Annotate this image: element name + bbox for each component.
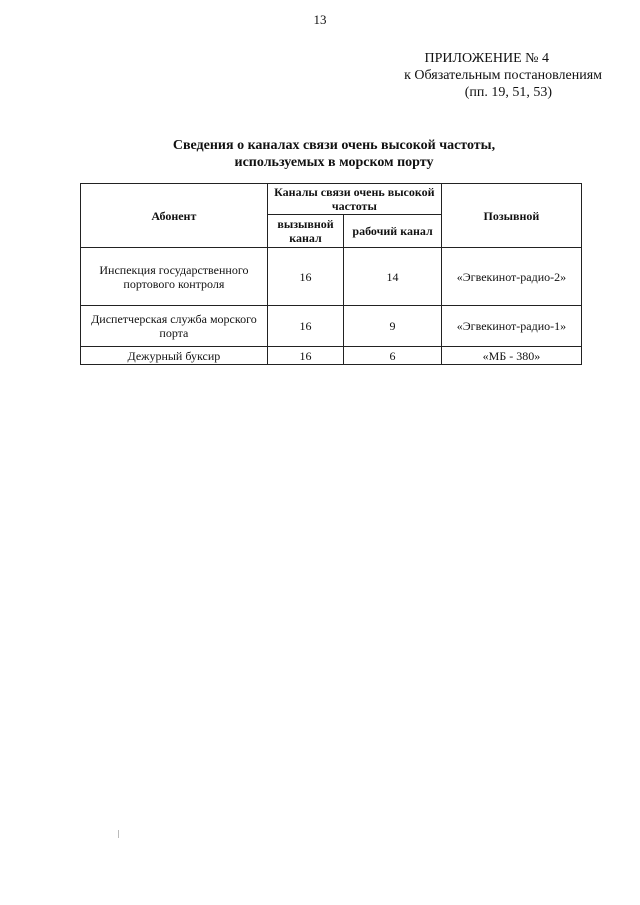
header-work-channel: рабочий канал — [344, 215, 442, 248]
cell-work-channel: 14 — [344, 248, 442, 306]
page-number: 13 — [313, 12, 327, 27]
header-channels-group: Каналы связи очень высокой частоты — [267, 184, 441, 215]
appendix-paragraphs: (пп. 19, 51, 53) — [464, 85, 552, 100]
cell-call-sign: «Эгвекинот-радио-2» — [441, 248, 581, 306]
table-row — [81, 306, 582, 347]
document-title — [0, 137, 640, 171]
scan-mark — [118, 830, 119, 838]
header-call-channel: вызывной канал — [267, 215, 343, 248]
cell-call-channel: 16 — [267, 347, 343, 365]
header-subscriber: Абонент — [81, 184, 268, 248]
table-row — [81, 347, 582, 365]
cell-subscriber: Диспетчерская служба морского порта — [81, 306, 268, 347]
appendix-header — [302, 50, 602, 101]
appendix-reference: к Обязательным постановлениям — [404, 68, 602, 83]
cell-call-channel: 16 — [267, 306, 343, 347]
cell-work-channel: 9 — [344, 306, 442, 347]
cell-call-sign: «Эгвекинот-радио-1» — [441, 306, 581, 347]
table-row — [81, 248, 582, 306]
cell-subscriber: Дежурный буксир — [81, 347, 268, 365]
header-call-sign: Позывной — [441, 184, 581, 248]
cell-call-sign: «МБ - 380» — [441, 347, 581, 365]
appendix-title: ПРИЛОЖЕНИЕ № 4 — [424, 51, 549, 66]
cell-work-channel: 6 — [344, 347, 442, 365]
cell-call-channel: 16 — [267, 248, 343, 306]
title-line-1: Сведения о каналах связи очень высокой частоты, — [172, 138, 496, 153]
cell-subscriber: Инспекция государственного портового контроля — [81, 248, 268, 306]
channels-table — [80, 183, 582, 365]
table-header-row — [81, 184, 582, 215]
title-line-2: используемых в морском порту — [234, 155, 434, 170]
